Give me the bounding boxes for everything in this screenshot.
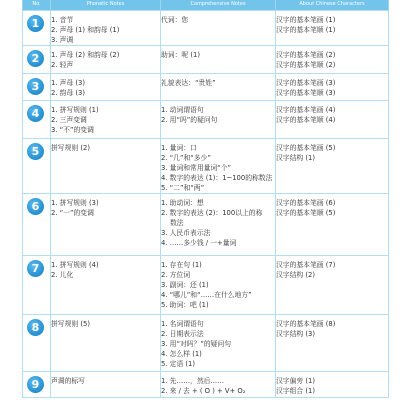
- chinese-characters-cell: [276, 371, 389, 397]
- phonetic-notes-item: 3. 声调: [51, 35, 74, 44]
- phonetic-notes-item: 1. 拼写规则 (4): [51, 260, 99, 269]
- lesson-number-cell: [23, 45, 51, 73]
- chinese-characters-item: 汉字结构 (1): [276, 153, 315, 162]
- lesson-row: [23, 100, 389, 138]
- chinese-characters-cell: [276, 73, 389, 100]
- lesson-number-badge: 1: [27, 15, 44, 32]
- chinese-characters-cell: [276, 138, 389, 193]
- phonetic-notes-item: 2. “一”的变调: [51, 208, 94, 217]
- comprehensive-notes-cell: [161, 45, 276, 73]
- lesson-number-badge: 6: [27, 198, 44, 215]
- lesson-row: [23, 73, 389, 100]
- chinese-characters-item: 汉字的基本笔画 (5): [276, 143, 336, 152]
- phonetic-notes-list: [51, 198, 158, 218]
- comprehensive-notes-list: [161, 15, 273, 25]
- phonetic-notes-item: 1. 声母 (2) 和韵母 (2): [51, 50, 120, 59]
- lesson-row: [23, 314, 389, 371]
- chinese-characters-item: 汉字的基本笔画 (4): [276, 105, 336, 114]
- phonetic-notes-list: [51, 78, 158, 98]
- comprehensive-notes-item: 1. 存在句 (1): [161, 260, 202, 269]
- chinese-characters-item: 汉字的基本笔画 (2): [276, 50, 336, 59]
- lesson-row: [23, 193, 389, 255]
- phonetic-notes-list: [51, 50, 158, 70]
- chinese-characters-list: [276, 15, 386, 35]
- phonetic-notes-list: [51, 143, 158, 153]
- lesson-number-cell: [23, 138, 51, 193]
- lesson-number-cell: [23, 10, 51, 45]
- comprehensive-notes-cell: [161, 193, 276, 255]
- lesson-row: [23, 138, 389, 193]
- chinese-characters-list: [276, 50, 386, 70]
- header-no: No.: [23, 0, 51, 10]
- chinese-characters-list: [276, 198, 386, 218]
- table-body: [23, 10, 389, 397]
- comprehensive-notes-item: 2. 用“吗”的疑问句: [161, 115, 218, 124]
- phonetic-notes-item: 1. 音节: [51, 15, 74, 24]
- phonetic-notes-item: 拼写规则 (2): [51, 143, 90, 152]
- chinese-characters-item: 汉字的基本笔画 (7): [276, 260, 336, 269]
- comprehensive-notes-list: [161, 105, 273, 125]
- comprehensive-notes-item: 4. “哪儿”和“……在什么地方”: [161, 290, 252, 299]
- phonetic-notes-list: [51, 319, 158, 329]
- comprehensive-notes-item: 5. 定语 (1): [161, 359, 196, 368]
- chinese-characters-cell: [276, 100, 389, 138]
- chinese-characters-item: 汉字的基本笔画 (6): [276, 198, 336, 207]
- phonetic-notes-cell: [51, 10, 161, 45]
- lesson-row: [23, 10, 389, 45]
- phonetic-notes-cell: [51, 255, 161, 314]
- comprehensive-notes-item: 2. 来 / 去 + ( O ) + V+ O₂: [161, 386, 246, 395]
- phonetic-notes-list: [51, 15, 158, 45]
- lesson-number-badge: 4: [27, 105, 44, 122]
- header-comprehensive-notes: Comprehensive Notes: [161, 0, 276, 10]
- comprehensive-notes-cell: [161, 138, 276, 193]
- chinese-characters-list: [276, 105, 386, 125]
- chinese-characters-cell: [276, 10, 389, 45]
- lesson-row: [23, 255, 389, 314]
- comprehensive-notes-item: 4. 怎么样 (1): [161, 349, 202, 358]
- phonetic-notes-item: 2. 儿化: [51, 270, 74, 279]
- phonetic-notes-list: [51, 260, 158, 280]
- comprehensive-notes-item: 5. 助词：吧 (1): [161, 300, 209, 309]
- comprehensive-notes-item: 3. 用“对吗？”的疑问句: [161, 339, 232, 348]
- comprehensive-notes-item: 5. “二”和“两”: [161, 183, 205, 192]
- lesson-number-cell: [23, 193, 51, 255]
- header-phonetic-notes: Phonetic Notes: [51, 0, 161, 10]
- chinese-characters-cell: [276, 255, 389, 314]
- phonetic-notes-cell: [51, 45, 161, 73]
- header-row: [23, 0, 389, 10]
- comprehensive-notes-list: [161, 376, 273, 396]
- comprehensive-notes-cell: [161, 371, 276, 397]
- phonetic-notes-item: 2. 三声变调: [51, 115, 87, 124]
- phonetic-notes-list: [51, 105, 158, 135]
- comprehensive-notes-cell: [161, 255, 276, 314]
- chinese-characters-item: 汉字的基本笔画 (3): [276, 78, 336, 87]
- comprehensive-notes-item: 礼貌表达：“贵姓”: [161, 78, 216, 87]
- comprehensive-notes-list: [161, 50, 273, 60]
- chinese-characters-item: 汉字的基本笔顺 (5): [276, 208, 336, 217]
- phonetic-notes-item: 拼写规则 (5): [51, 319, 90, 328]
- lesson-number-badge: 7: [27, 260, 44, 277]
- comprehensive-notes-item: 助词：呢 (1): [161, 50, 200, 59]
- chinese-characters-item: 汉字的基本笔画 (8): [276, 319, 336, 328]
- phonetic-notes-list: [51, 376, 158, 386]
- chinese-characters-item: 汉字的基本笔顺 (1): [276, 25, 336, 34]
- comprehensive-notes-item: 1. 名词谓语句: [161, 319, 204, 328]
- comprehensive-notes-item: 代词：您: [161, 15, 189, 24]
- chinese-characters-item: 汉字组合 (1): [276, 386, 315, 395]
- comprehensive-notes-cell: [161, 100, 276, 138]
- phonetic-notes-cell: [51, 371, 161, 397]
- phonetic-notes-cell: [51, 100, 161, 138]
- lesson-number-badge: 9: [27, 376, 44, 393]
- lesson-number-badge: 8: [27, 319, 44, 336]
- phonetic-notes-item: 声调的标写: [51, 376, 85, 385]
- phonetic-notes-item: 1. 声母 (3): [51, 78, 86, 87]
- comprehensive-notes-list: [161, 260, 273, 310]
- phonetic-notes-item: 2. 声母 (1) 和韵母 (1): [51, 25, 120, 34]
- phonetic-notes-item: 3. “不”的变调: [51, 125, 94, 134]
- lesson-number-cell: [23, 255, 51, 314]
- phonetic-notes-cell: [51, 73, 161, 100]
- chinese-characters-list: [276, 143, 386, 163]
- lesson-number-cell: [23, 73, 51, 100]
- chinese-characters-list: [276, 260, 386, 280]
- comprehensive-notes-item: 3. 人民币表示法: [161, 228, 211, 237]
- lesson-number-badge: 3: [27, 78, 44, 95]
- comprehensive-notes-item: 1. 先……，然后……: [161, 376, 225, 385]
- chinese-characters-item: 汉字偏旁 (1): [276, 376, 315, 385]
- chinese-characters-list: [276, 376, 386, 396]
- comprehensive-notes-cell: [161, 10, 276, 45]
- comprehensive-notes-item: 3. 量词和常用量词“个”: [161, 163, 232, 172]
- comprehensive-notes-item: 2. 数字的表达 (2)：100以上的称数法: [161, 208, 263, 227]
- lesson-number-cell: [23, 100, 51, 138]
- phonetic-notes-cell: [51, 138, 161, 193]
- comprehensive-notes-list: [161, 143, 273, 193]
- phonetic-notes-item: 2. 韵母 (3): [51, 88, 86, 97]
- lesson-number-badge: 5: [27, 143, 44, 160]
- comprehensive-notes-item: 4. 数字的表达 (1)：1~100的称数法: [161, 173, 273, 182]
- chinese-characters-item: 汉字的基本笔画 (1): [276, 15, 336, 24]
- comprehensive-notes-item: 2. 日期表示法: [161, 329, 204, 338]
- chinese-characters-list: [276, 78, 386, 98]
- lesson-row: [23, 371, 389, 397]
- comprehensive-notes-cell: [161, 314, 276, 371]
- header-about-chinese-characters: About Chinese Characters: [276, 0, 389, 10]
- comprehensive-notes-item: 1. 助动词：想: [161, 198, 204, 207]
- chinese-characters-list: [276, 319, 386, 339]
- comprehensive-notes-list: [161, 78, 273, 88]
- chinese-characters-item: 汉字的基本笔顺 (3): [276, 88, 336, 97]
- comprehensive-notes-item: 2. “几”和“多少”: [161, 153, 211, 162]
- comprehensive-notes-list: [161, 198, 273, 248]
- chinese-characters-cell: [276, 314, 389, 371]
- phonetic-notes-item: 2. 轻声: [51, 60, 74, 69]
- comprehensive-notes-list: [161, 319, 273, 369]
- chinese-characters-item: 汉字结构 (2): [276, 270, 315, 279]
- chinese-characters-item: 汉字结构 (3): [276, 329, 315, 338]
- phonetic-notes-item: 1. 拼写规则 (1): [51, 105, 99, 114]
- chinese-characters-item: 汉字的基本笔顺 (4): [276, 115, 336, 124]
- phonetic-notes-cell: [51, 314, 161, 371]
- phonetic-notes-cell: [51, 193, 161, 255]
- comprehensive-notes-cell: [161, 73, 276, 100]
- lesson-number-badge: 2: [27, 50, 44, 67]
- lesson-overview-table: [22, 0, 389, 398]
- chinese-characters-cell: [276, 45, 389, 73]
- comprehensive-notes-item: 2. 方位词: [161, 270, 191, 279]
- comprehensive-notes-item: 1. 动词谓语句: [161, 105, 204, 114]
- chinese-characters-item: 汉字的基本笔顺 (2): [276, 60, 336, 69]
- comprehensive-notes-item: 4. ……多少钱 / 一+量词: [161, 238, 237, 247]
- comprehensive-notes-item: 1. 量词：口: [161, 143, 197, 152]
- phonetic-notes-item: 1. 拼写规则 (3): [51, 198, 99, 207]
- lesson-number-cell: [23, 371, 51, 397]
- chinese-characters-cell: [276, 193, 389, 255]
- lesson-number-cell: [23, 314, 51, 371]
- comprehensive-notes-item: 3. 副词：还 (1): [161, 280, 209, 289]
- lesson-row: [23, 45, 389, 73]
